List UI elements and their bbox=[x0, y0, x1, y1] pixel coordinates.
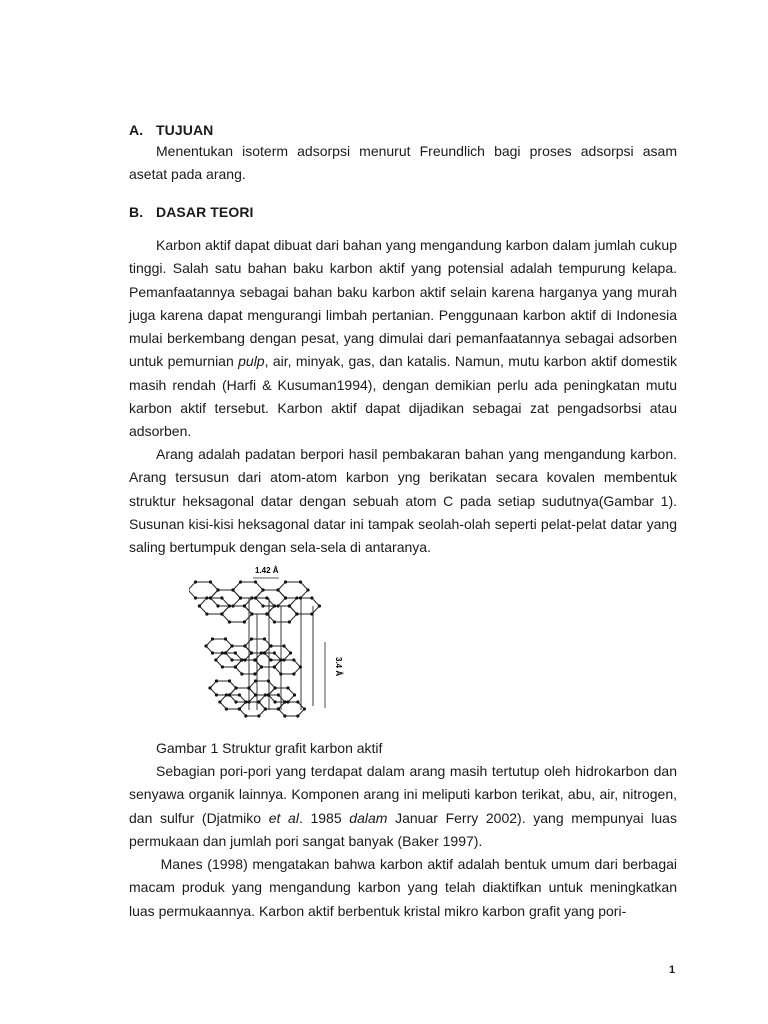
carbon-atom bbox=[253, 672, 256, 675]
carbon-atom bbox=[194, 580, 197, 583]
carbon-atom bbox=[254, 679, 257, 682]
section-b-number: B. bbox=[129, 204, 144, 220]
graphite-structure-figure bbox=[189, 560, 357, 728]
carbon-atom bbox=[286, 700, 289, 703]
carbon-atom bbox=[296, 714, 299, 717]
carbon-atom bbox=[263, 651, 266, 654]
section-b-title: DASAR TEORI bbox=[156, 204, 254, 220]
section-a-heading bbox=[129, 121, 213, 139]
carbon-atom bbox=[273, 604, 276, 607]
carbon-atom bbox=[273, 700, 276, 703]
carbon-atom bbox=[254, 580, 257, 583]
top-layer-hexagon bbox=[267, 606, 297, 622]
carbon-atom bbox=[243, 620, 246, 623]
carbon-atom bbox=[243, 658, 246, 661]
carbon-atom bbox=[198, 604, 201, 607]
carbon-atom bbox=[282, 658, 285, 661]
p4-text: Manes (1998) mengatakan bahwa karbon aktif adalah bentuk umum dari berbagai macam produk yang mengandung karbon yang telah diaktifkan untuk meningkatkan luas permukaannya. Karbon aktif berbentuk kristal mikro karbon grafit yang pori- bbox=[129, 856, 677, 919]
carbon-atom bbox=[303, 707, 306, 710]
carbon-atom bbox=[250, 651, 253, 654]
bottom-layer-hexagon bbox=[278, 702, 304, 716]
carbon-atom bbox=[209, 580, 212, 583]
carbon-atom bbox=[260, 665, 263, 668]
carbon-atom bbox=[225, 693, 228, 696]
carbon-atom bbox=[204, 644, 207, 647]
carbon-atom bbox=[240, 658, 243, 661]
carbon-atom bbox=[279, 672, 282, 675]
carbon-atom bbox=[257, 714, 260, 717]
carbon-atom bbox=[234, 686, 237, 689]
carbon-atom bbox=[205, 596, 208, 599]
carbon-atom bbox=[250, 637, 253, 640]
section-b-heading bbox=[129, 203, 254, 221]
carbon-atom bbox=[264, 693, 267, 696]
carbon-atom bbox=[299, 596, 302, 599]
carbon-atom bbox=[286, 686, 289, 689]
carbon-atom bbox=[214, 658, 217, 661]
carbon-atom bbox=[279, 658, 282, 661]
carbon-atom bbox=[273, 665, 276, 668]
carbon-atom bbox=[265, 612, 268, 615]
carbon-atom bbox=[254, 693, 257, 696]
carbon-atom bbox=[224, 637, 227, 640]
carbon-atom bbox=[277, 707, 280, 710]
carbon-atom bbox=[257, 700, 260, 703]
carbon-atom bbox=[234, 700, 237, 703]
top-layer-hexagon bbox=[289, 598, 319, 614]
carbon-atom bbox=[250, 596, 253, 599]
carbon-atom bbox=[247, 700, 250, 703]
carbon-atom bbox=[260, 651, 263, 654]
carbon-atom bbox=[244, 714, 247, 717]
carbon-atom bbox=[284, 580, 287, 583]
carbon-atom bbox=[282, 644, 285, 647]
carbon-atom bbox=[289, 651, 292, 654]
paragraph-4 bbox=[129, 853, 677, 923]
carbon-atom bbox=[225, 707, 228, 710]
p2-text: Arang adalah padatan berpori hasil pembakaran bahan yang mengandung karbon. Arang tersusun dari atom-atom karbon yng berikatan secara kovalen membentuk struktur heksagonal datar dengan sebuah atom C pada setiap sudutnya(Gambar 1). Susunan kisi-kisi heksagonal datar ini tampak seolah-olah seperti pelat-pelat datar yang saling bertumpuk dengan sela-sela di antaranya. bbox=[129, 446, 677, 556]
carbon-atom bbox=[267, 679, 270, 682]
carbon-atom bbox=[209, 596, 212, 599]
section-a-text: Menentukan isoterm adsorpsi menurut Freundlich bagi proses adsorpsi asam asetat pada arang. bbox=[129, 143, 677, 183]
carbon-atom bbox=[218, 700, 221, 703]
carbon-atom bbox=[243, 604, 246, 607]
carbon-atom bbox=[228, 620, 231, 623]
carbon-atom bbox=[269, 658, 272, 661]
carbon-atom bbox=[292, 658, 295, 661]
carbon-atom bbox=[288, 620, 291, 623]
carbon-atom bbox=[276, 588, 279, 591]
carbon-atom bbox=[228, 604, 231, 607]
carbon-atom bbox=[240, 672, 243, 675]
carbon-atom bbox=[221, 651, 224, 654]
section-a-number: A. bbox=[129, 122, 144, 138]
carbon-atom bbox=[299, 665, 302, 668]
p3-italic-dalam: dalam bbox=[349, 809, 388, 826]
top-layer-hexagon bbox=[233, 582, 263, 598]
carbon-atom bbox=[283, 714, 286, 717]
carbon-atom bbox=[228, 693, 231, 696]
page-number: 1 bbox=[669, 964, 676, 976]
carbon-atom bbox=[261, 588, 264, 591]
p3-italic-et-al: et al bbox=[268, 809, 299, 826]
carbon-atom bbox=[283, 700, 286, 703]
layer-spacing-label: 3.4 Å bbox=[334, 657, 343, 677]
carbon-atom bbox=[220, 596, 223, 599]
carbon-atom bbox=[267, 693, 270, 696]
carbon-atom bbox=[238, 707, 241, 710]
p1-italic-pulp: pulp bbox=[238, 353, 265, 370]
carbon-atom bbox=[208, 686, 211, 689]
carbon-atom bbox=[243, 644, 246, 647]
figure-caption: Gambar 1 Struktur grafit karbon aktif bbox=[156, 740, 383, 756]
carbon-atom bbox=[228, 679, 231, 682]
top-layer-hexagon bbox=[222, 606, 252, 622]
dasar-teori-paragraph-2 bbox=[129, 443, 677, 559]
carbon-atom bbox=[239, 580, 242, 583]
carbon-atom bbox=[194, 596, 197, 599]
carbon-atom bbox=[215, 679, 218, 682]
carbon-atom bbox=[276, 604, 279, 607]
carbon-atom bbox=[231, 588, 234, 591]
carbon-atom bbox=[221, 665, 224, 668]
section-a-paragraph bbox=[129, 140, 677, 187]
carbon-atom bbox=[215, 693, 218, 696]
carbon-atom bbox=[220, 612, 223, 615]
p3-text-b: . 1985 bbox=[298, 809, 350, 826]
paragraph-3 bbox=[129, 760, 677, 853]
p1-text-a: Karbon aktif dapat dibuat dari bahan yang mengandung karbon dalam jumlah cukup tinggi. Salah satu bahan baku karbon aktif yang potensial adalah tempurung kelapa. Pemanfaatannya sebagai bahan baku karbon aktif selain karena harganya yang murah juga karena dapat mengurangi limbah pertanian. Penggunaan karbon aktif di Indonesia mulai berkembang dengan pesat, yang dimulai dari pemanfaatannya sebagai adsorben untuk pemurnian bbox=[129, 237, 677, 370]
carbon-atom bbox=[295, 612, 298, 615]
section-a-title: TUJUAN bbox=[156, 122, 214, 138]
carbon-atom bbox=[265, 596, 268, 599]
carbon-atom bbox=[211, 651, 214, 654]
carbon-atom bbox=[263, 637, 266, 640]
carbon-atom bbox=[244, 700, 247, 703]
carbon-atom bbox=[277, 693, 280, 696]
carbon-atom bbox=[224, 651, 227, 654]
p1-text-b: , air, minyak, gas, dan katalis. Namun, mutu karbon aktif domestik masih rendah (Harfi & Kusuman1994), dengan demikian perlu ada peningkatan mutu karbon aktif tersebut. Karbon aktif dapat dijadikan sebagai zat pengadsorbsi atau adsorben. bbox=[129, 353, 677, 440]
top-layer-hexagon bbox=[189, 582, 218, 598]
carbon-atom bbox=[296, 700, 299, 703]
carbon-atom bbox=[295, 596, 298, 599]
carbon-atom bbox=[299, 580, 302, 583]
p3-text-a: Sebagian pori-pori yang terdapat dalam arang masih tertutup oleh hidrokarbon dan senyawa organik lainnya. Komponen arang ini meliputi karbon terikat, abu, air, nitrogen, dan sulfur (Djatmiko bbox=[129, 763, 677, 826]
carbon-atom bbox=[216, 588, 219, 591]
carbon-atom bbox=[250, 612, 253, 615]
carbon-atom bbox=[230, 658, 233, 661]
bond-length-label: 1.42 Å bbox=[255, 566, 279, 575]
carbon-atom bbox=[234, 665, 237, 668]
carbon-atom bbox=[205, 612, 208, 615]
carbon-atom bbox=[253, 658, 256, 661]
carbon-atom bbox=[230, 644, 233, 647]
top-layer-hexagon bbox=[278, 582, 308, 598]
carbon-atom bbox=[310, 612, 313, 615]
carbon-atom bbox=[254, 596, 257, 599]
dasar-teori-paragraph-1 bbox=[129, 234, 677, 444]
carbon-atom bbox=[261, 604, 264, 607]
carbon-atom bbox=[284, 596, 287, 599]
carbon-atom bbox=[264, 707, 267, 710]
carbon-atom bbox=[292, 672, 295, 675]
carbon-atom bbox=[238, 693, 241, 696]
carbon-atom bbox=[306, 588, 309, 591]
carbon-atom bbox=[310, 596, 313, 599]
carbon-atom bbox=[231, 604, 234, 607]
p3-text-c: Januar Ferry 2002). yang mempunyai luas permukaan dan jumlah pori sangat banyak (Baker 1997). bbox=[129, 809, 677, 849]
carbon-atom bbox=[216, 604, 219, 607]
carbon-atom bbox=[273, 651, 276, 654]
carbon-atom bbox=[288, 604, 291, 607]
carbon-atom bbox=[239, 596, 242, 599]
carbon-atom bbox=[273, 686, 276, 689]
carbon-atom bbox=[211, 637, 214, 640]
carbon-atom bbox=[293, 693, 296, 696]
carbon-atom bbox=[247, 686, 250, 689]
carbon-atom bbox=[273, 620, 276, 623]
carbon-atom bbox=[269, 644, 272, 647]
middle-layer-hexagon bbox=[274, 660, 300, 674]
carbon-atom bbox=[234, 651, 237, 654]
carbon-atom bbox=[318, 604, 321, 607]
